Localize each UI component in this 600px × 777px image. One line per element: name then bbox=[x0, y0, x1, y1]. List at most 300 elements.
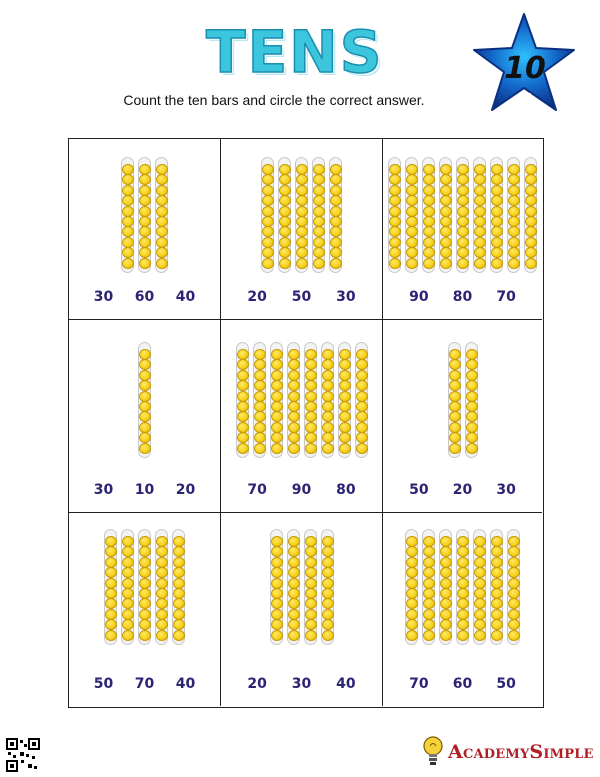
bead bbox=[279, 226, 291, 237]
bead bbox=[356, 359, 368, 370]
bead bbox=[474, 630, 486, 641]
bead bbox=[173, 598, 185, 609]
bead bbox=[122, 630, 134, 641]
bead bbox=[508, 185, 520, 196]
bead bbox=[262, 174, 274, 185]
bead bbox=[474, 536, 486, 547]
ten-bar bbox=[456, 529, 469, 645]
bead bbox=[406, 536, 418, 547]
bead bbox=[305, 598, 317, 609]
bead bbox=[330, 185, 342, 196]
bead bbox=[389, 185, 401, 196]
bead bbox=[423, 237, 435, 248]
bead bbox=[288, 567, 300, 578]
bead bbox=[139, 391, 151, 402]
worksheet-cell bbox=[221, 320, 383, 513]
bead bbox=[279, 206, 291, 217]
bead bbox=[237, 443, 249, 454]
ten-bar bbox=[329, 157, 342, 273]
bead bbox=[406, 546, 418, 557]
bead bbox=[122, 588, 134, 599]
bead bbox=[139, 174, 151, 185]
ten-bar bbox=[355, 342, 368, 458]
bead bbox=[322, 567, 334, 578]
bead bbox=[440, 598, 452, 609]
bead bbox=[457, 588, 469, 599]
bead bbox=[305, 619, 317, 630]
answer-choice[interactable]: 30 bbox=[496, 482, 516, 498]
answer-choice[interactable]: 50 bbox=[496, 676, 516, 692]
bead bbox=[440, 567, 452, 578]
bead bbox=[322, 401, 334, 412]
bead bbox=[122, 536, 134, 547]
bead bbox=[271, 391, 283, 402]
bead bbox=[322, 411, 334, 422]
bead bbox=[173, 536, 185, 547]
answer-choice[interactable]: 50 bbox=[291, 289, 312, 305]
bead bbox=[262, 247, 274, 258]
ten-bars-group bbox=[69, 342, 220, 458]
bead bbox=[305, 432, 317, 443]
bead bbox=[262, 164, 274, 175]
bead bbox=[139, 237, 151, 248]
bead bbox=[279, 174, 291, 185]
bead bbox=[156, 578, 168, 589]
bead bbox=[254, 411, 266, 422]
ten-bar bbox=[261, 157, 274, 273]
bead bbox=[313, 247, 325, 258]
bead bbox=[449, 401, 461, 412]
bead bbox=[423, 185, 435, 196]
bead bbox=[139, 349, 151, 360]
bead bbox=[449, 443, 461, 454]
bead bbox=[339, 349, 351, 360]
bead bbox=[237, 391, 249, 402]
bead bbox=[440, 164, 452, 175]
bead bbox=[288, 630, 300, 641]
bead bbox=[254, 370, 266, 381]
answer-choice[interactable]: 20 bbox=[247, 676, 267, 692]
ten-bar bbox=[155, 157, 168, 273]
bead bbox=[288, 380, 300, 391]
answer-choice[interactable]: 60 bbox=[452, 676, 473, 692]
bead bbox=[491, 630, 503, 641]
bead bbox=[466, 401, 478, 412]
bead bbox=[305, 578, 317, 589]
answer-choices bbox=[69, 482, 220, 498]
bead bbox=[305, 411, 317, 422]
bead bbox=[271, 588, 283, 599]
bead bbox=[508, 216, 520, 227]
bead bbox=[423, 619, 435, 630]
bead bbox=[271, 567, 283, 578]
bead bbox=[330, 258, 342, 269]
bead bbox=[474, 185, 486, 196]
bead bbox=[105, 536, 117, 547]
bead bbox=[313, 206, 325, 217]
answer-choice[interactable]: 70 bbox=[496, 289, 516, 305]
bead bbox=[406, 206, 418, 217]
bead bbox=[423, 216, 435, 227]
bead bbox=[122, 578, 134, 589]
answer-choice[interactable]: 20 bbox=[175, 482, 196, 498]
bead bbox=[406, 195, 418, 206]
bead bbox=[237, 411, 249, 422]
bead bbox=[122, 598, 134, 609]
bead bbox=[457, 258, 469, 269]
answer-choice[interactable]: 80 bbox=[452, 289, 473, 305]
bead bbox=[156, 567, 168, 578]
ten-bars-group bbox=[383, 157, 542, 273]
bead bbox=[406, 609, 418, 620]
bead bbox=[305, 536, 317, 547]
bead bbox=[122, 185, 134, 196]
bead bbox=[305, 443, 317, 454]
answer-choice[interactable]: 40 bbox=[175, 676, 196, 692]
ten-bar bbox=[236, 342, 249, 458]
bead bbox=[508, 619, 520, 630]
bead bbox=[322, 609, 334, 620]
bead bbox=[105, 630, 117, 641]
bead bbox=[288, 578, 300, 589]
ten-bar bbox=[253, 342, 266, 458]
bead bbox=[105, 598, 117, 609]
bead bbox=[339, 401, 351, 412]
ten-bar bbox=[338, 342, 351, 458]
bead bbox=[423, 174, 435, 185]
answer-choice[interactable]: 30 bbox=[93, 289, 114, 305]
bead bbox=[139, 206, 151, 217]
bead bbox=[296, 237, 308, 248]
bead bbox=[406, 185, 418, 196]
ten-bar bbox=[172, 529, 185, 645]
answer-choice[interactable]: 70 bbox=[409, 676, 429, 692]
ten-bars-group bbox=[221, 342, 382, 458]
bead bbox=[440, 237, 452, 248]
bead bbox=[474, 258, 486, 269]
answer-choice[interactable]: 30 bbox=[93, 482, 114, 498]
bead bbox=[173, 588, 185, 599]
instruction-text: Count the ten bars and circle the correct answer. bbox=[123, 92, 425, 108]
bead bbox=[271, 598, 283, 609]
bead bbox=[389, 226, 401, 237]
answer-choice[interactable]: 80 bbox=[336, 482, 356, 498]
bead bbox=[156, 195, 168, 206]
bead bbox=[406, 619, 418, 630]
ten-bar bbox=[155, 529, 168, 645]
answer-choice[interactable]: 50 bbox=[93, 676, 114, 692]
bead bbox=[139, 226, 151, 237]
bead bbox=[525, 216, 537, 227]
ten-bar bbox=[304, 529, 317, 645]
bead bbox=[491, 546, 503, 557]
bead bbox=[330, 174, 342, 185]
bead bbox=[296, 226, 308, 237]
ten-bar bbox=[388, 157, 401, 273]
bead bbox=[322, 370, 334, 381]
bead bbox=[508, 174, 520, 185]
ten-bar bbox=[121, 529, 134, 645]
bead bbox=[491, 226, 503, 237]
bead bbox=[389, 216, 401, 227]
bead bbox=[406, 557, 418, 568]
answer-choice[interactable]: 10 bbox=[134, 482, 155, 498]
bead bbox=[254, 380, 266, 391]
bead bbox=[262, 258, 274, 269]
bead bbox=[139, 247, 151, 258]
bead bbox=[288, 598, 300, 609]
worksheet-cell bbox=[69, 139, 221, 320]
bead bbox=[449, 422, 461, 433]
answer-choice[interactable]: 40 bbox=[336, 676, 356, 692]
bead bbox=[271, 432, 283, 443]
bead bbox=[237, 401, 249, 412]
bead bbox=[105, 546, 117, 557]
bead bbox=[339, 370, 351, 381]
bead bbox=[288, 619, 300, 630]
bead bbox=[423, 258, 435, 269]
bead bbox=[525, 258, 537, 269]
ten-bar bbox=[422, 529, 435, 645]
bead bbox=[423, 226, 435, 237]
ten-bar bbox=[312, 157, 325, 273]
bead bbox=[262, 237, 274, 248]
bead bbox=[339, 432, 351, 443]
bead bbox=[356, 401, 368, 412]
bead bbox=[296, 216, 308, 227]
ten-bars-group bbox=[221, 529, 382, 645]
bead bbox=[305, 370, 317, 381]
bead bbox=[339, 443, 351, 454]
bead bbox=[122, 206, 134, 217]
bead bbox=[491, 206, 503, 217]
bead bbox=[288, 546, 300, 557]
bead bbox=[139, 359, 151, 370]
bead bbox=[305, 630, 317, 641]
bead bbox=[271, 619, 283, 630]
bead bbox=[474, 164, 486, 175]
bead bbox=[296, 185, 308, 196]
bead bbox=[305, 588, 317, 599]
worksheet-cell bbox=[221, 513, 383, 706]
bead bbox=[440, 247, 452, 258]
bead bbox=[457, 185, 469, 196]
bead bbox=[288, 609, 300, 620]
bead bbox=[440, 258, 452, 269]
bead bbox=[440, 546, 452, 557]
answer-choice[interactable]: 20 bbox=[452, 482, 473, 498]
bead bbox=[139, 578, 151, 589]
bead bbox=[313, 226, 325, 237]
answer-choice[interactable]: 20 bbox=[247, 289, 267, 305]
bead bbox=[305, 349, 317, 360]
bead bbox=[279, 216, 291, 227]
bead bbox=[474, 237, 486, 248]
answer-choice[interactable]: 30 bbox=[336, 289, 356, 305]
bead bbox=[139, 258, 151, 269]
bead bbox=[423, 598, 435, 609]
bead bbox=[322, 443, 334, 454]
tens-worksheet-grid bbox=[68, 138, 544, 708]
answer-choice[interactable]: 40 bbox=[175, 289, 196, 305]
bead bbox=[449, 349, 461, 360]
lightbulb-icon bbox=[422, 735, 444, 769]
bead bbox=[122, 247, 134, 258]
bead bbox=[122, 195, 134, 206]
bead bbox=[525, 174, 537, 185]
bead bbox=[139, 588, 151, 599]
ten-bar bbox=[270, 342, 283, 458]
bead bbox=[508, 567, 520, 578]
bead bbox=[279, 164, 291, 175]
bead bbox=[122, 557, 134, 568]
bead bbox=[262, 206, 274, 217]
bead bbox=[406, 226, 418, 237]
ten-bar bbox=[507, 529, 520, 645]
ten-bar bbox=[287, 529, 300, 645]
ten-bar bbox=[278, 157, 291, 273]
bead bbox=[339, 411, 351, 422]
bead bbox=[139, 411, 151, 422]
bead bbox=[322, 598, 334, 609]
bead bbox=[313, 258, 325, 269]
badge-number: 10 bbox=[504, 51, 546, 86]
bead bbox=[491, 578, 503, 589]
answer-choice[interactable]: 90 bbox=[291, 482, 312, 498]
bead bbox=[322, 380, 334, 391]
bead bbox=[279, 247, 291, 258]
bead bbox=[449, 411, 461, 422]
bead bbox=[139, 401, 151, 412]
answer-choice[interactable]: 60 bbox=[134, 289, 155, 305]
bead bbox=[271, 401, 283, 412]
bead bbox=[474, 578, 486, 589]
bead bbox=[313, 237, 325, 248]
bead bbox=[440, 226, 452, 237]
answer-choice[interactable]: 90 bbox=[409, 289, 429, 305]
bead bbox=[305, 391, 317, 402]
ten-bar bbox=[439, 157, 452, 273]
bead bbox=[449, 370, 461, 381]
bead bbox=[508, 206, 520, 217]
bead bbox=[322, 578, 334, 589]
bead bbox=[406, 237, 418, 248]
bead bbox=[156, 619, 168, 630]
bead bbox=[322, 630, 334, 641]
ten-bar bbox=[405, 157, 418, 273]
bead bbox=[122, 546, 134, 557]
worksheet-cell bbox=[69, 513, 221, 706]
bead bbox=[173, 578, 185, 589]
bead bbox=[491, 195, 503, 206]
bead bbox=[156, 164, 168, 175]
bead bbox=[254, 443, 266, 454]
page-title: TENS bbox=[206, 18, 384, 86]
bead bbox=[122, 258, 134, 269]
bead bbox=[423, 546, 435, 557]
bead bbox=[466, 443, 478, 454]
bead bbox=[105, 557, 117, 568]
bead bbox=[254, 359, 266, 370]
bead bbox=[262, 226, 274, 237]
ten-bar bbox=[138, 342, 151, 458]
bead bbox=[288, 359, 300, 370]
answer-choice[interactable]: 30 bbox=[291, 676, 312, 692]
bead bbox=[508, 598, 520, 609]
bead bbox=[466, 432, 478, 443]
bead bbox=[440, 578, 452, 589]
bead bbox=[156, 206, 168, 217]
bead bbox=[156, 598, 168, 609]
bead bbox=[330, 226, 342, 237]
bead bbox=[288, 557, 300, 568]
bead bbox=[313, 174, 325, 185]
answer-choice[interactable]: 50 bbox=[409, 482, 429, 498]
bead bbox=[139, 185, 151, 196]
bead bbox=[237, 370, 249, 381]
bead bbox=[474, 588, 486, 599]
bead bbox=[322, 349, 334, 360]
bead bbox=[305, 557, 317, 568]
bead bbox=[156, 185, 168, 196]
bead bbox=[440, 609, 452, 620]
answer-choice[interactable]: 70 bbox=[247, 482, 267, 498]
bead bbox=[491, 536, 503, 547]
bead bbox=[356, 380, 368, 391]
bead bbox=[237, 432, 249, 443]
bead bbox=[254, 391, 266, 402]
bead bbox=[389, 195, 401, 206]
bead bbox=[423, 578, 435, 589]
bead bbox=[466, 359, 478, 370]
bead bbox=[237, 380, 249, 391]
bead bbox=[313, 195, 325, 206]
worksheet-cell bbox=[69, 320, 221, 513]
bead bbox=[122, 237, 134, 248]
bead bbox=[288, 349, 300, 360]
bead bbox=[271, 557, 283, 568]
bead bbox=[457, 206, 469, 217]
bead bbox=[406, 247, 418, 258]
bead bbox=[139, 195, 151, 206]
bead bbox=[491, 164, 503, 175]
bead bbox=[305, 546, 317, 557]
bead bbox=[288, 370, 300, 381]
qr-code bbox=[6, 738, 40, 772]
bead bbox=[271, 546, 283, 557]
bead bbox=[356, 411, 368, 422]
worksheet-cell bbox=[221, 139, 383, 320]
bead bbox=[279, 258, 291, 269]
answer-choice[interactable]: 70 bbox=[134, 676, 155, 692]
bead bbox=[139, 609, 151, 620]
bead bbox=[105, 609, 117, 620]
bead bbox=[406, 588, 418, 599]
bead bbox=[356, 349, 368, 360]
bead bbox=[105, 578, 117, 589]
bead bbox=[156, 630, 168, 641]
bead bbox=[474, 598, 486, 609]
bead bbox=[508, 536, 520, 547]
bead bbox=[296, 164, 308, 175]
bead bbox=[525, 247, 537, 258]
bead bbox=[296, 195, 308, 206]
bead bbox=[457, 536, 469, 547]
bead bbox=[525, 226, 537, 237]
bead bbox=[440, 557, 452, 568]
bead bbox=[339, 391, 351, 402]
bead bbox=[508, 578, 520, 589]
